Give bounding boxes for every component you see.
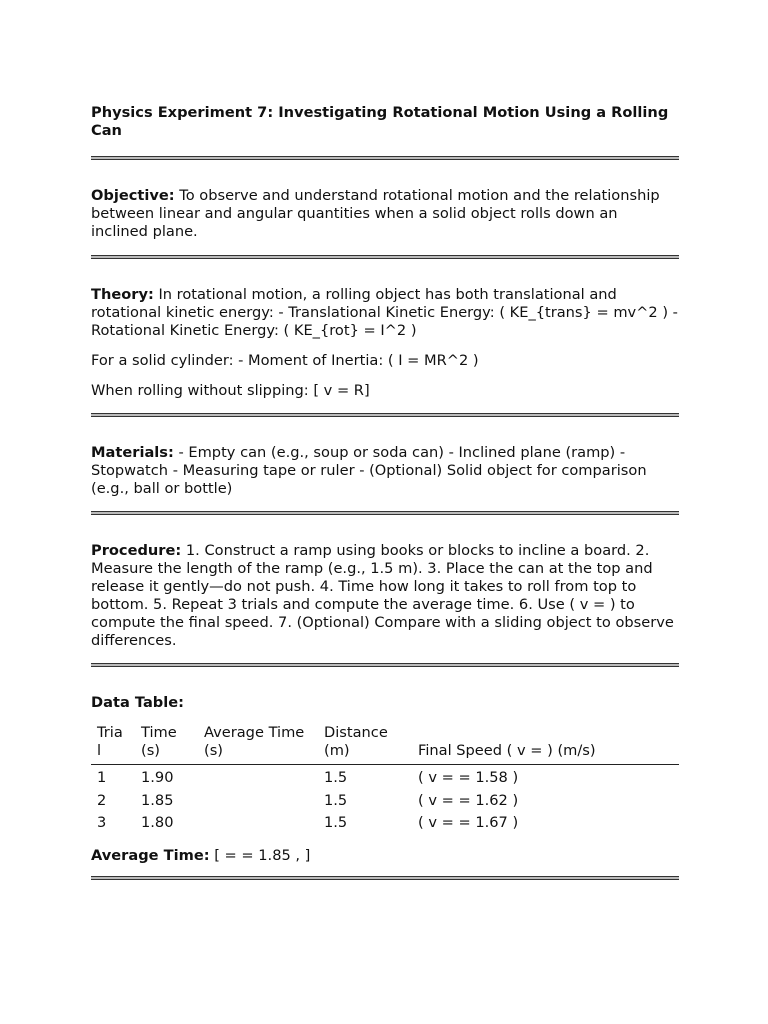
header-trial: Tria l [91,724,135,765]
table-cell: ( v = = 1.67 ) [418,814,519,831]
materials-label: Materials: [91,444,174,461]
table-cell: 1.5 [324,814,348,831]
table-cell: 2 [97,791,107,809]
materials-text: - Empty can (e.g., soup or soda can) - Inclined plane (ramp) - Stopwatch - Measuring tape or ruler - (Optional) Solid object for comparison (e.g., ball or bottle) [91,444,647,497]
data-table [91,724,679,835]
procedure-text: 1. Construct a ramp using books or blocks to incline a board. 2. Measure the length of the ramp (e.g., 1.5 m). 3. Place the can at the top and release it gently—do not push. 4. Time how long it takes to roll from top to bottom. 5. Repeat 3 trials and compute the average time. 6. Use ( v = ) to compute the final speed. 7. (Optional) Compare with a sliding object to observe differences. [91,542,674,649]
table-cell: ( v = = 1.62 ) [418,791,519,809]
procedure-label: Procedure: [91,542,182,559]
table-cell: 1.5 [324,769,348,786]
header-final-speed: Final Speed ( v = ) (m/s) [412,724,679,765]
document-page [91,104,679,880]
section-divider [91,255,679,259]
table-cell: 1.85 [141,791,174,809]
objective-section [91,187,679,241]
header-time: Time (s) [135,724,198,765]
header-distance: Distance (m) [318,724,412,765]
table-row [91,765,679,790]
objective-text: To observe and understand rotational motion and the relationship between linear and angular quantities when a solid object rolls down an inclined plane. [91,187,660,240]
table-row [91,812,679,835]
page-title: Physics Experiment 7: Investigating Rotational Motion Using a Rolling Can [91,104,669,139]
average-time-text: [ = = 1.85 , ] [214,846,311,864]
average-time-section [91,847,679,865]
table-cell: 1.5 [324,791,348,809]
section-divider [91,511,679,515]
table-cell [198,790,318,813]
section-divider [91,156,679,160]
theory-label: Theory: [91,286,154,303]
data-table-label: Data Table: [91,694,184,711]
data-table-heading [91,694,679,712]
procedure-section [91,542,679,650]
theory-moment-of-inertia: For a solid cylinder: - Moment of Inertia: ( I = MR^2 ) [91,352,479,369]
table-cell [198,812,318,835]
table-cell: 3 [97,814,107,831]
table-cell: 1.90 [141,769,174,786]
theory-text: In rotational motion, a rolling object has both translational and rotational kinetic energy: - Translational Kinetic Energy: ( KE_{trans} = mv^2 ) - Rotational Kinetic Energy: ( KE_{rot} = I^2 ) [91,286,678,339]
table-cell: ( v = = 1.58 ) [418,769,519,786]
table-header-row [91,724,679,765]
section-divider [91,663,679,667]
theory-rolling-condition: When rolling without slipping: [ v = R] [91,382,370,399]
objective-label: Objective: [91,187,175,204]
table-cell [198,765,318,790]
materials-section [91,444,679,498]
section-divider [91,876,679,880]
table-cell: 1 [97,769,107,786]
theory-section [91,286,679,340]
average-time-label: Average Time: [91,846,210,864]
table-row [91,790,679,813]
header-average-time: Average Time (s) [198,724,318,765]
table-cell: 1.80 [141,814,174,831]
section-divider [91,413,679,417]
